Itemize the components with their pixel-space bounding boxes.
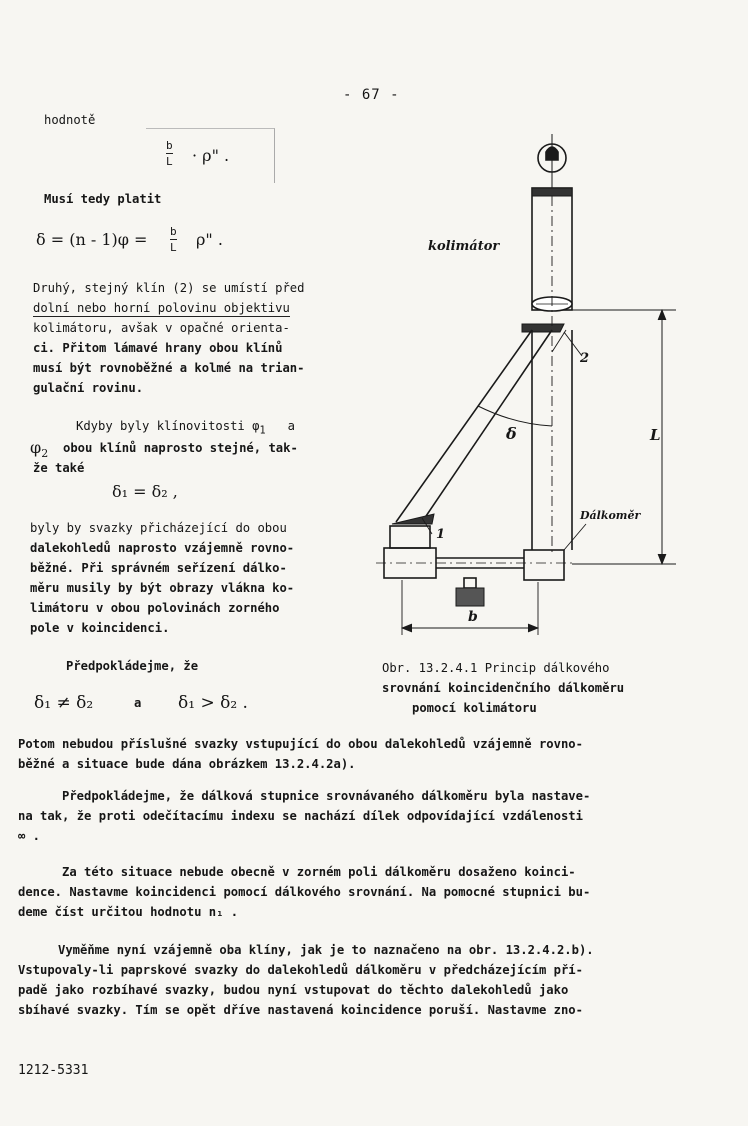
text-hodnote: hodnotě — [44, 113, 96, 127]
para1-line-3: kolimátoru, avšak v opačné orienta- — [33, 321, 290, 335]
formula4-a: a — [134, 696, 142, 710]
para3-line-4: měru musily by být obrazy vlákna ko- — [30, 581, 295, 595]
figure-rangefinder — [376, 130, 696, 650]
para2-phi2: $\varphi_2$ — [30, 438, 49, 461]
body-p3-line-3: deme číst určitou hodnotu n₁ . — [18, 905, 239, 919]
body-p2-line-1: Předpokládejme, že dálková stupnice srovnávaného dálkoměru byla nastave- — [62, 789, 591, 803]
para3-line-1: byly by svazky přicházející do obou — [30, 521, 287, 535]
para2-line-2: obou klínů naprosto stejné, tak- — [63, 441, 298, 455]
body-p2-line-2: na tak, že proti odečítacímu indexu se nachází dílek odpovídající vzdálenosti — [18, 809, 583, 823]
figure-drawing — [376, 130, 696, 650]
para1-line-5: musí být rovnoběžné a kolmé na trian- — [33, 361, 305, 375]
formula2-den: L — [170, 241, 177, 254]
para1-line-2: dolní nebo horní polovinu objektivu — [33, 301, 290, 315]
text-musi-tedy: Musí tedy platit — [44, 192, 162, 206]
formula3: δ₁ = δ₂ , — [112, 482, 178, 501]
formula1-rest: · ρ" . — [192, 146, 230, 165]
formula1-den: L — [166, 155, 173, 168]
body-p3-line-1: Za této situace nebude obecně v zorném poli dálkoměru dosaženo koinci- — [62, 865, 576, 879]
label-delta: δ — [506, 424, 517, 443]
label-wedge-2: 2 — [580, 351, 590, 366]
body-p4-line-2: Vstupovaly-li paprskové svazky do dalekohledů dálkoměru v předcházejícím pří- — [18, 963, 583, 977]
body-p4-line-3: padě jako rozbíhavé svazky, budou nyní vstupovat do těchto dalekohledů jako — [18, 983, 569, 997]
formula2-rest: ρ" . — [196, 230, 223, 249]
body-p3-line-2: dence. Nastavme koincidenci pomocí dálkového srovnání. Na pomocné stupnici bu- — [18, 885, 591, 899]
caption-line-3: pomocí kolimátoru — [412, 701, 537, 715]
para3-line-6: pole v koincidenci. — [30, 621, 170, 635]
body-p4-line-4: sbíhavé svazky. Tím se opět dříve nastavená koincidence poruší. Nastavme zno- — [18, 1003, 583, 1017]
caption-line-2: srovnání koincidenčního dálkoměru — [382, 681, 625, 695]
label-b: b — [468, 609, 478, 625]
para3-line-5: limátoru v obou polovinách zorného — [30, 601, 280, 615]
formula4-right: δ₁ > δ₂ . — [178, 693, 248, 713]
text-predpokladejme: Předpokládejme, že — [66, 659, 199, 673]
body-p1-line-1: Potom nebudou příslušné svazky vstupující do obou dalekohledů vzájemně rovno- — [18, 737, 583, 751]
footer-code: 1212-5331 — [18, 1063, 89, 1078]
formula1-num: b — [166, 139, 173, 152]
para3-line-2: dalekohledů naprosto vzájemně rovno- — [30, 541, 295, 555]
label-dalkomer: Dálkoměr — [580, 509, 641, 522]
formula2-lhs: δ = (n - 1)φ = — [36, 230, 148, 249]
label-kolimator: kolimátor — [428, 239, 500, 254]
para1-line-1: Druhý, stejný klín (2) se umístí před — [33, 281, 305, 295]
formula1-fraction — [166, 140, 173, 167]
page-number: - 67 - — [343, 87, 400, 103]
para1-line-6: gulační rovinu. — [33, 381, 144, 395]
body-p2-line-3: ∞ . — [18, 829, 41, 843]
formula4-left: δ₁ ≠ δ₂ — [34, 693, 94, 713]
body-p4-line-1: Vyměňme nyní vzájemně oba klíny, jak je to naznačeno na obr. 13.2.4.2.b). — [58, 943, 594, 957]
formula2-num: b — [170, 225, 177, 238]
label-wedge-1: 1 — [436, 527, 446, 542]
para2-line-1: Kdyby byly klínovitosti $\varphi_1$ a — [76, 419, 295, 437]
para1-line-4: ci. Přitom lámavé hrany obou klínů — [33, 341, 283, 355]
para3-line-3: běžné. Při správném seřízení dálko- — [30, 561, 287, 575]
para2-line-3: že také — [33, 461, 85, 475]
formula2-fraction — [170, 226, 177, 253]
label-L: L — [650, 426, 661, 444]
body-p1-line-2: běžné a situace bude dána obrázkem 13.2.4.2a). — [18, 757, 356, 771]
caption-line-1: Obr. 13.2.4.1 Princip dálkového — [382, 661, 610, 675]
